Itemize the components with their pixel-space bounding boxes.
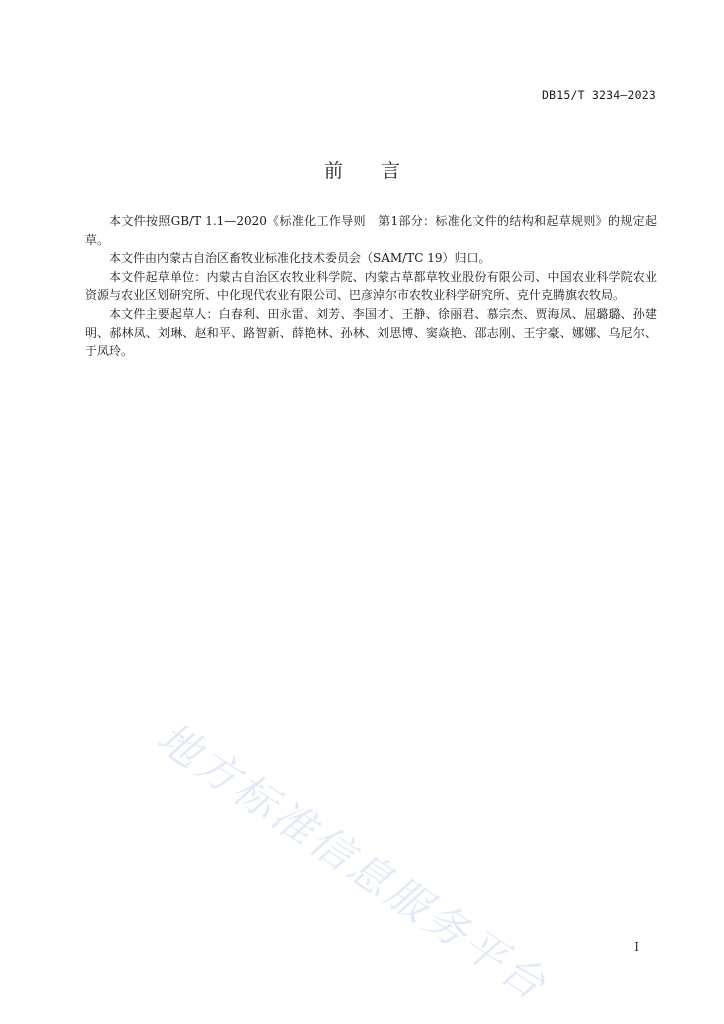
page-number: I: [634, 940, 639, 954]
paragraph-drafting-rules: 本文件按照GB/T 1.1—2020《标准化工作导则 第1部分：标准化文件的结构和起草规则》的规定起草。: [85, 214, 657, 247]
page-title: 前言: [323, 160, 438, 182]
document-body: [85, 212, 657, 361]
paragraph-drafting-units: 本文件起草单位：内蒙古自治区农牧业科学院、内蒙古草都草牧业股份有限公司、中国农业科学院农业资源与农业区划研究所、中化现代农业有限公司、巴彦淖尔市农牧业科学研究所、克什克腾旗农牧局。: [85, 269, 657, 303]
document-code: DB15/T 3234—2023: [542, 88, 656, 102]
paragraph-committee: 本文件由内蒙古自治区畜牧业标准化技术委员会（SAM/TC 19）归口。: [109, 251, 491, 266]
watermark: 地方标准信息服务平台: [148, 712, 557, 1011]
paragraph-drafters: 本文件主要起草人：白春利、田永雷、刘芳、李国才、王静、徐丽君、慕宗杰、贾海凤、屈璐璐、孙建明、郝林凤、刘琳、赵和平、路智新、薛艳林、孙林、刘思博、窦焱艳、邵志刚、王宇豪、娜娜、乌尼尔、于凤玲。: [85, 306, 657, 359]
